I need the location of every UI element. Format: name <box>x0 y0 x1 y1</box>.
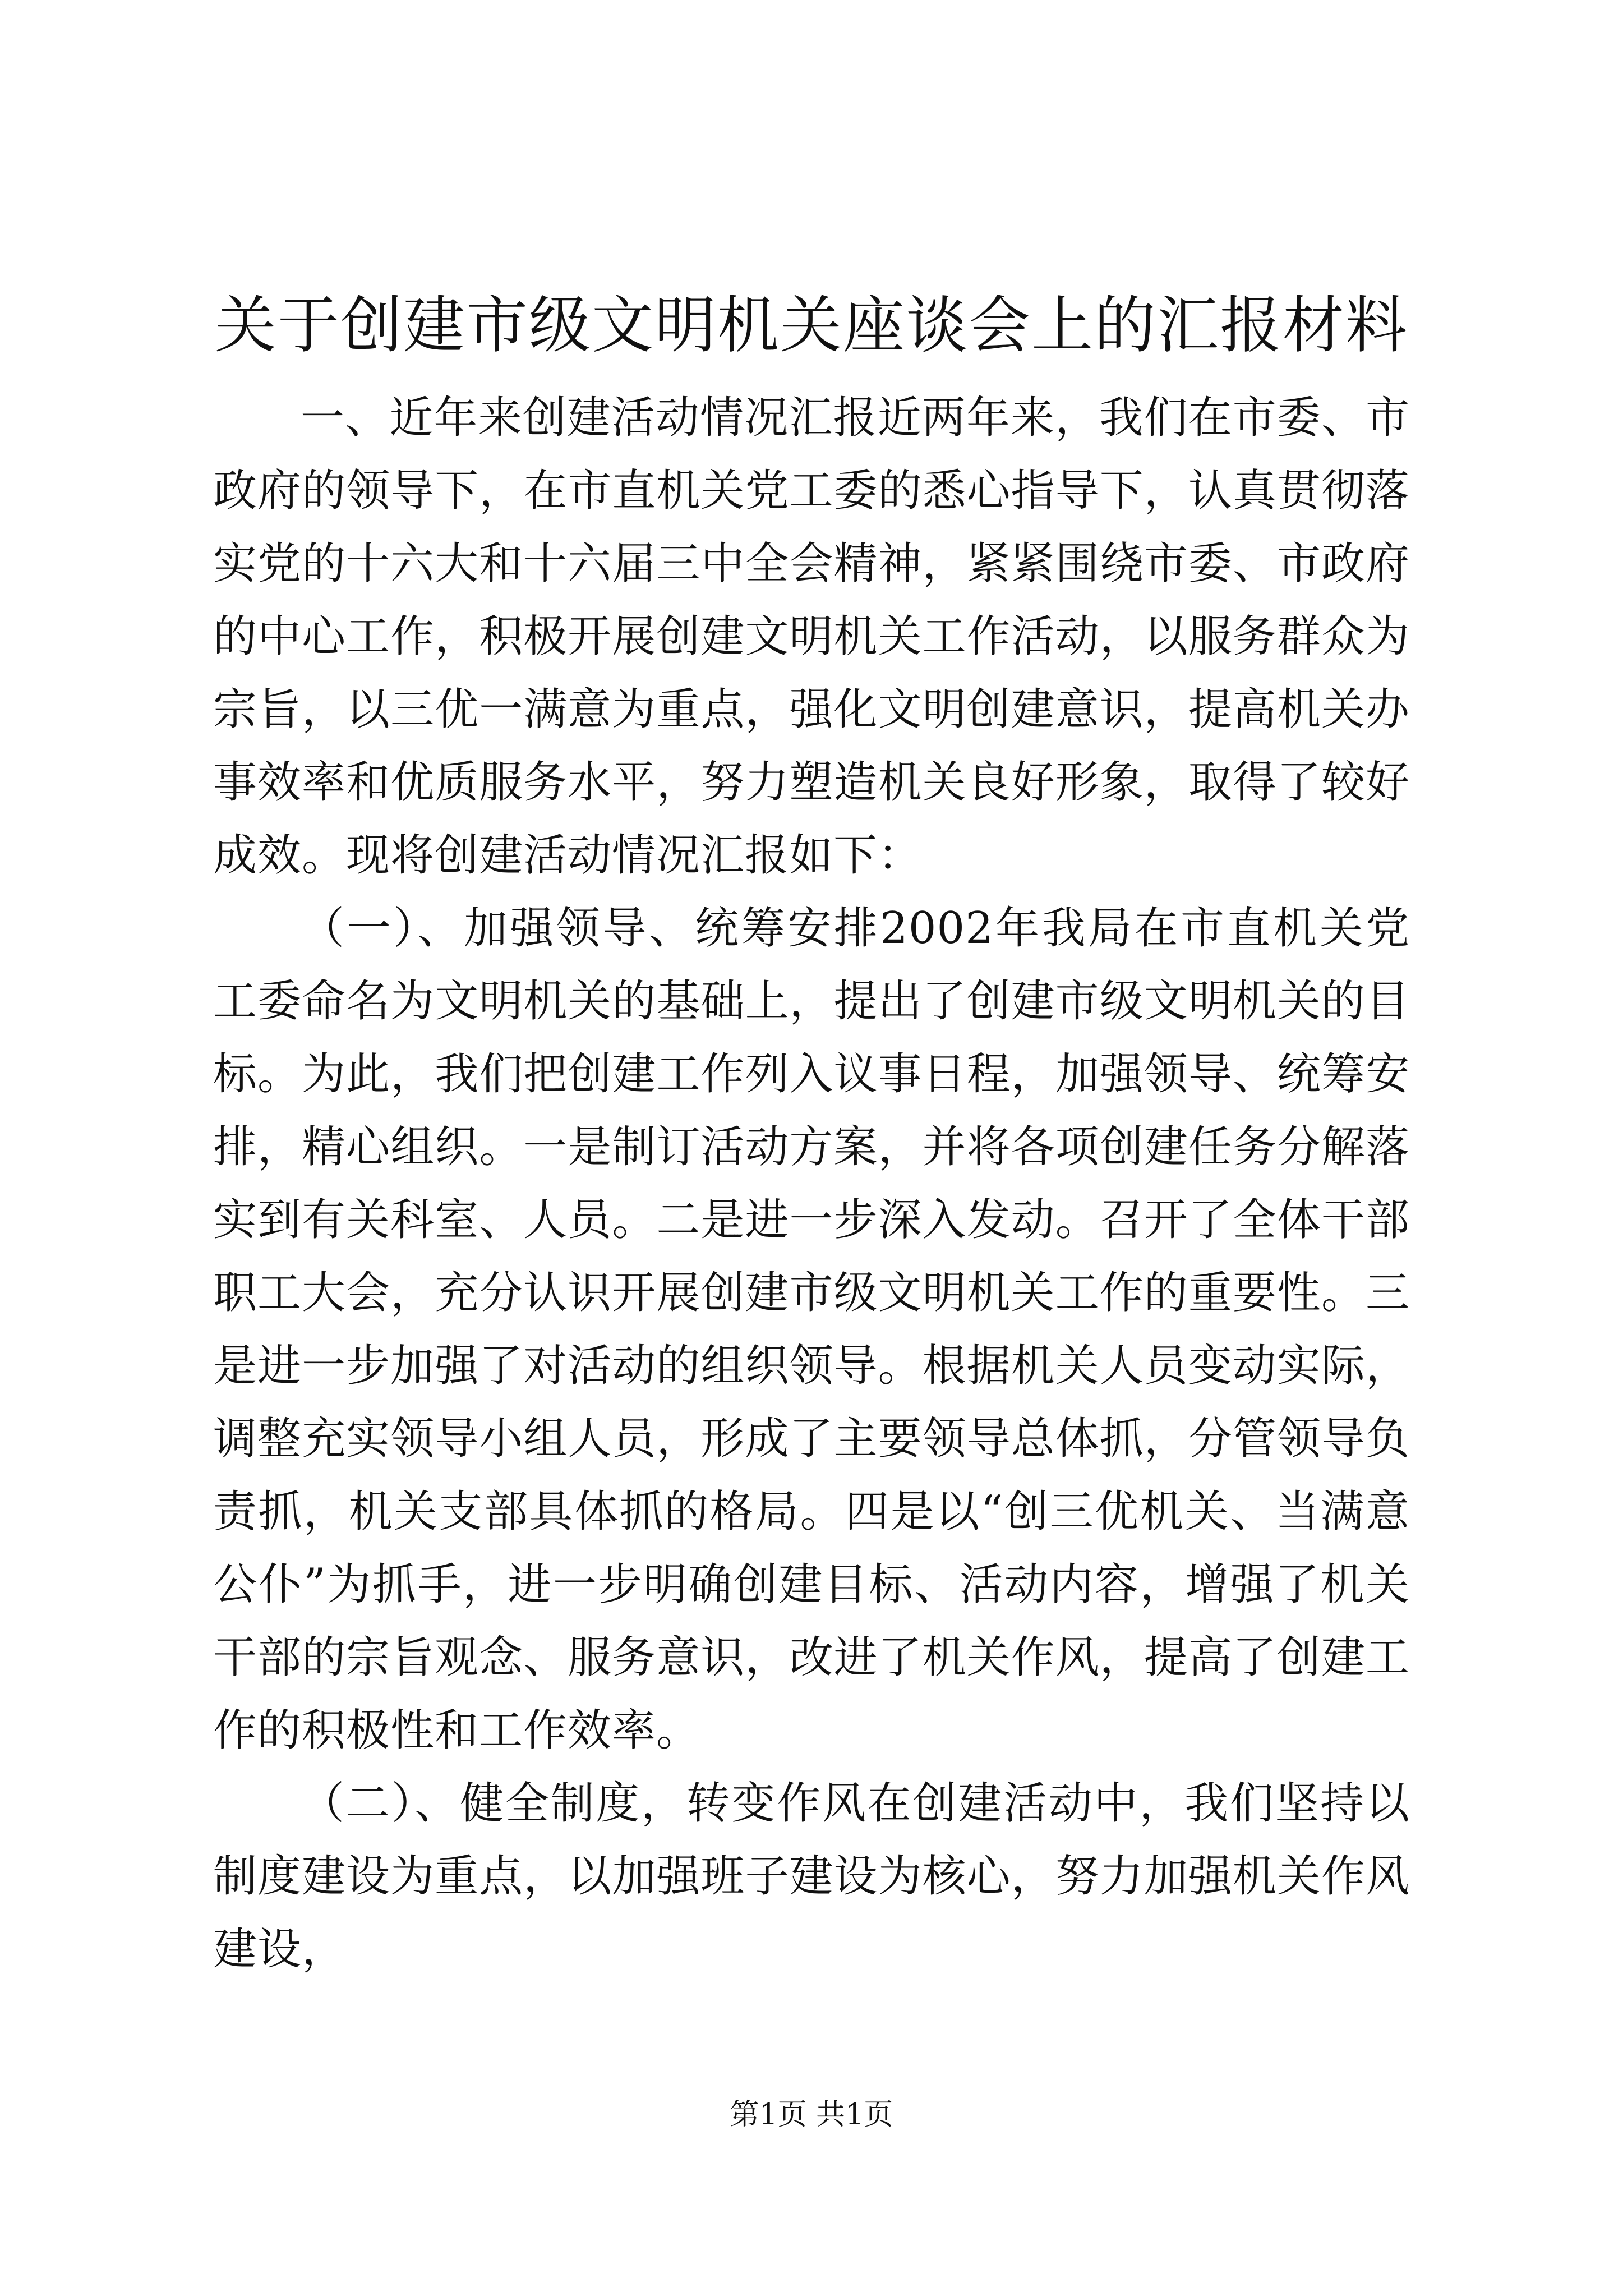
document-title: 关于创建市级文明机关座谈会上的汇报材料 <box>215 289 1408 361</box>
document-body <box>213 381 1410 1986</box>
paragraph-3: （二）、健全制度，转变作风在创建活动中，我们坚持以制度建设为重点，以加强班子建设为核心，努力加强机关作风建设， <box>213 1778 1410 1975</box>
paragraph-2: （一）、加强领导、统筹安排2002年我局在市直机关党工委命名为文明机关的基础上，提出了创建市级文明机关的目标。为此，我们把创建工作列入议事日程，加强领导、统筹安排，精心组织。一是制订活动方案，并将各项创建任务分解落实到有关科室、人员。二是进一步深入发动。召开了全体干部职工大会，充分认识开展创建市级文明机关工作的重要性。三是进一步加强了对活动的组织领导。根据机关人员变动实际，调整充实领导小组人员，形成了主要领导总体抓，分管领导负责抓，机关支部具体抓的格局。四是以“创三优机关、当满意公仆”为抓手，进一步明确创建目标、活动内容，增强了机关干部的宗旨观念、服务意识，改进了机关作风，提高了创建工作的积极性和工作效率。 <box>213 903 1410 1756</box>
page-footer: 第1页 共1页 <box>730 2098 893 2132</box>
paragraph-1: 一、近年来创建活动情况汇报近两年来，我们在市委、市政府的领导下，在市直机关党工委的悉心指导下，认真贯彻落实党的十六大和十六届三中全会精神，紧紧围绕市委、市政府的中心工作，积极开展创建文明机关工作活动，以服务群众为宗旨，以三优一满意为重点，强化文明创建意识，提高机关办事效率和优质服务水平，努力塑造机关良好形象，取得了较好成效。现将创建活动情况汇报如下： <box>213 393 1410 881</box>
